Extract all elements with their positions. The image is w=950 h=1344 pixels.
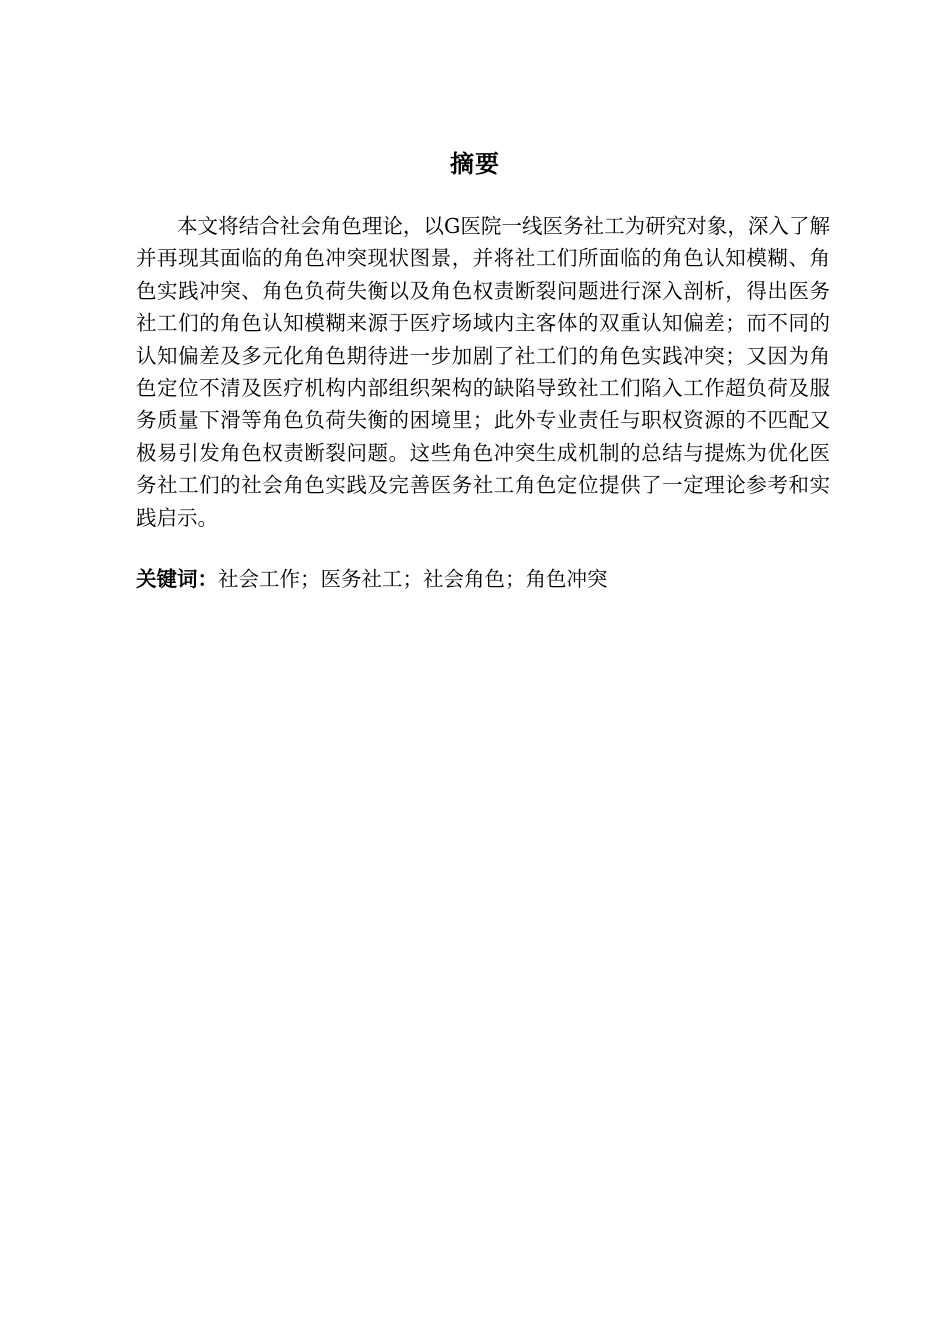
keywords-line [136,563,830,595]
abstract-heading: 摘要 [450,150,500,178]
abstract-paragraph: 本文将结合社会角色理论，以G医院一线医务社工为研究对象，深入了解并再现其面临的角色冲突现状图景，并将社工们所面临的角色认知模糊、角色实践冲突、角色负荷失衡以及角色权责断裂问题进行深入剖析，得出医务社工们的角色认知模糊来源于医疗场域内主客体的双重认知偏差；而不同的认知偏差及多元化角色期待进一步加剧了社工们的角色实践冲突；又因为角色定位不清及医疗机构内部组织架构的缺陷导致社工们陷入工作超负荷及服务质量下滑等角色负荷失衡的困境里；此外专业责任与职权资源的不匹配又极易引发角色权责断裂问题。这些角色冲突生成机制的总结与提炼为优化医务社工们的社会角色实践及完善医务社工角色定位提供了一定理论参考和实践启示。 [136,214,830,530]
keywords-list: 社会工作；医务社工；社会角色；角色冲突 [218,567,608,591]
keywords-label: 关键词： [136,567,218,591]
